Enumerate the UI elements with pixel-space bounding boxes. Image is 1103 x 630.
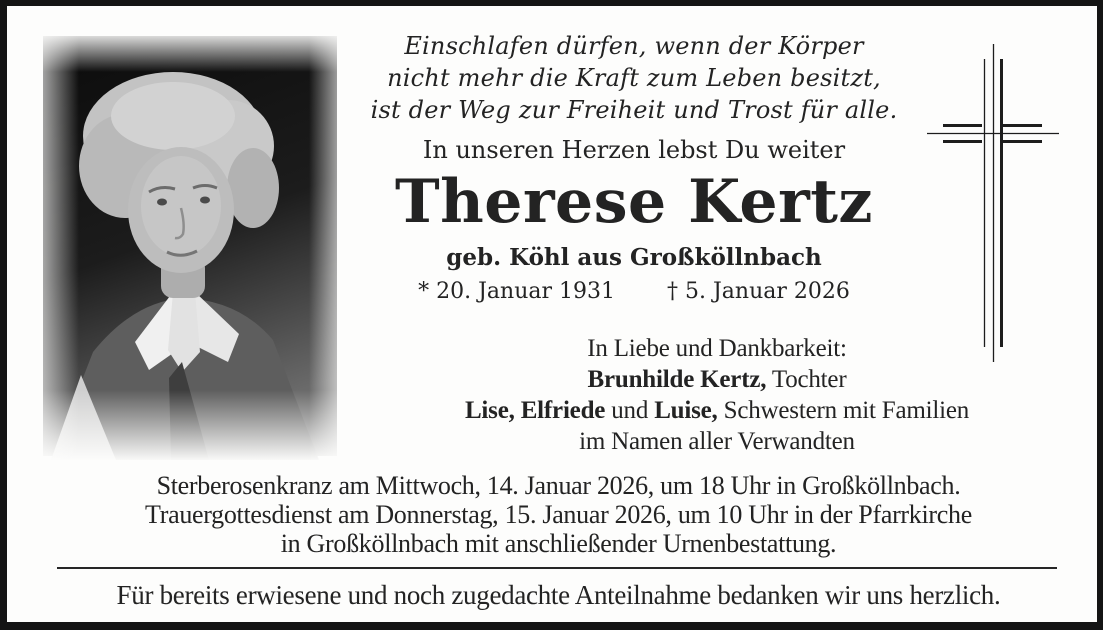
announcement-line: in Großköllnbach mit anschließender Urnenbestattung. <box>280 529 837 558</box>
birth-date: * 20. Januar 1931 <box>418 279 615 304</box>
deceased-name: Therese Kertz <box>395 167 873 237</box>
life-dates <box>355 278 913 306</box>
mourner-line: im Namen aller Verwandten <box>579 428 855 455</box>
mourner-name: Brunhilde Kertz, <box>587 366 767 393</box>
epitaph-line: ist der Weg zur Freiheit und Trost für alle. <box>370 96 898 124</box>
mourner-line <box>352 364 1082 395</box>
gratitude-heading: In Liebe und Dankbarkeit: <box>587 335 847 362</box>
mourner-line <box>352 395 1082 426</box>
service-announcement <box>27 471 1090 558</box>
mourner-relation: Tochter <box>766 366 847 393</box>
death-date: † 5. Januar 2026 <box>667 279 850 304</box>
portrait-photo-image <box>21 30 357 462</box>
announcement-line: Trauergottesdienst am Donnerstag, 15. Januar 2026, um 10 Uhr in der Pfarrkirche <box>145 500 972 529</box>
mourners-block <box>352 333 1082 457</box>
mourner-relation: Schwestern mit Familien <box>717 397 970 424</box>
epitaph-verse <box>355 30 913 126</box>
announcement-line: Sterberosenkranz am Mittwoch, 14. Januar 2026, um 18 Uhr in Großköllnbach. <box>156 471 961 500</box>
portrait-photo <box>21 30 357 462</box>
thanks-line: Für bereits erwiesene und noch zugedachte Anteilnahme bedanken wir uns herzlich. <box>116 580 1001 610</box>
mourner-conjunction: und <box>605 397 655 424</box>
epitaph-line: Einschlafen dürfen, wenn der Körper <box>404 32 864 60</box>
mourner-name: Luise, <box>654 397 718 424</box>
intro-line: In unseren Herzen lebst Du weiter <box>422 136 846 164</box>
obituary-page <box>7 6 1097 622</box>
epitaph-line: nicht mehr die Kraft zum Leben besitzt, <box>387 64 881 92</box>
maiden-name-line: geb. Köhl aus Großköllnbach <box>446 244 822 271</box>
mourner-name: Lise, Elfriede <box>464 397 606 424</box>
divider-rule <box>57 567 1057 569</box>
